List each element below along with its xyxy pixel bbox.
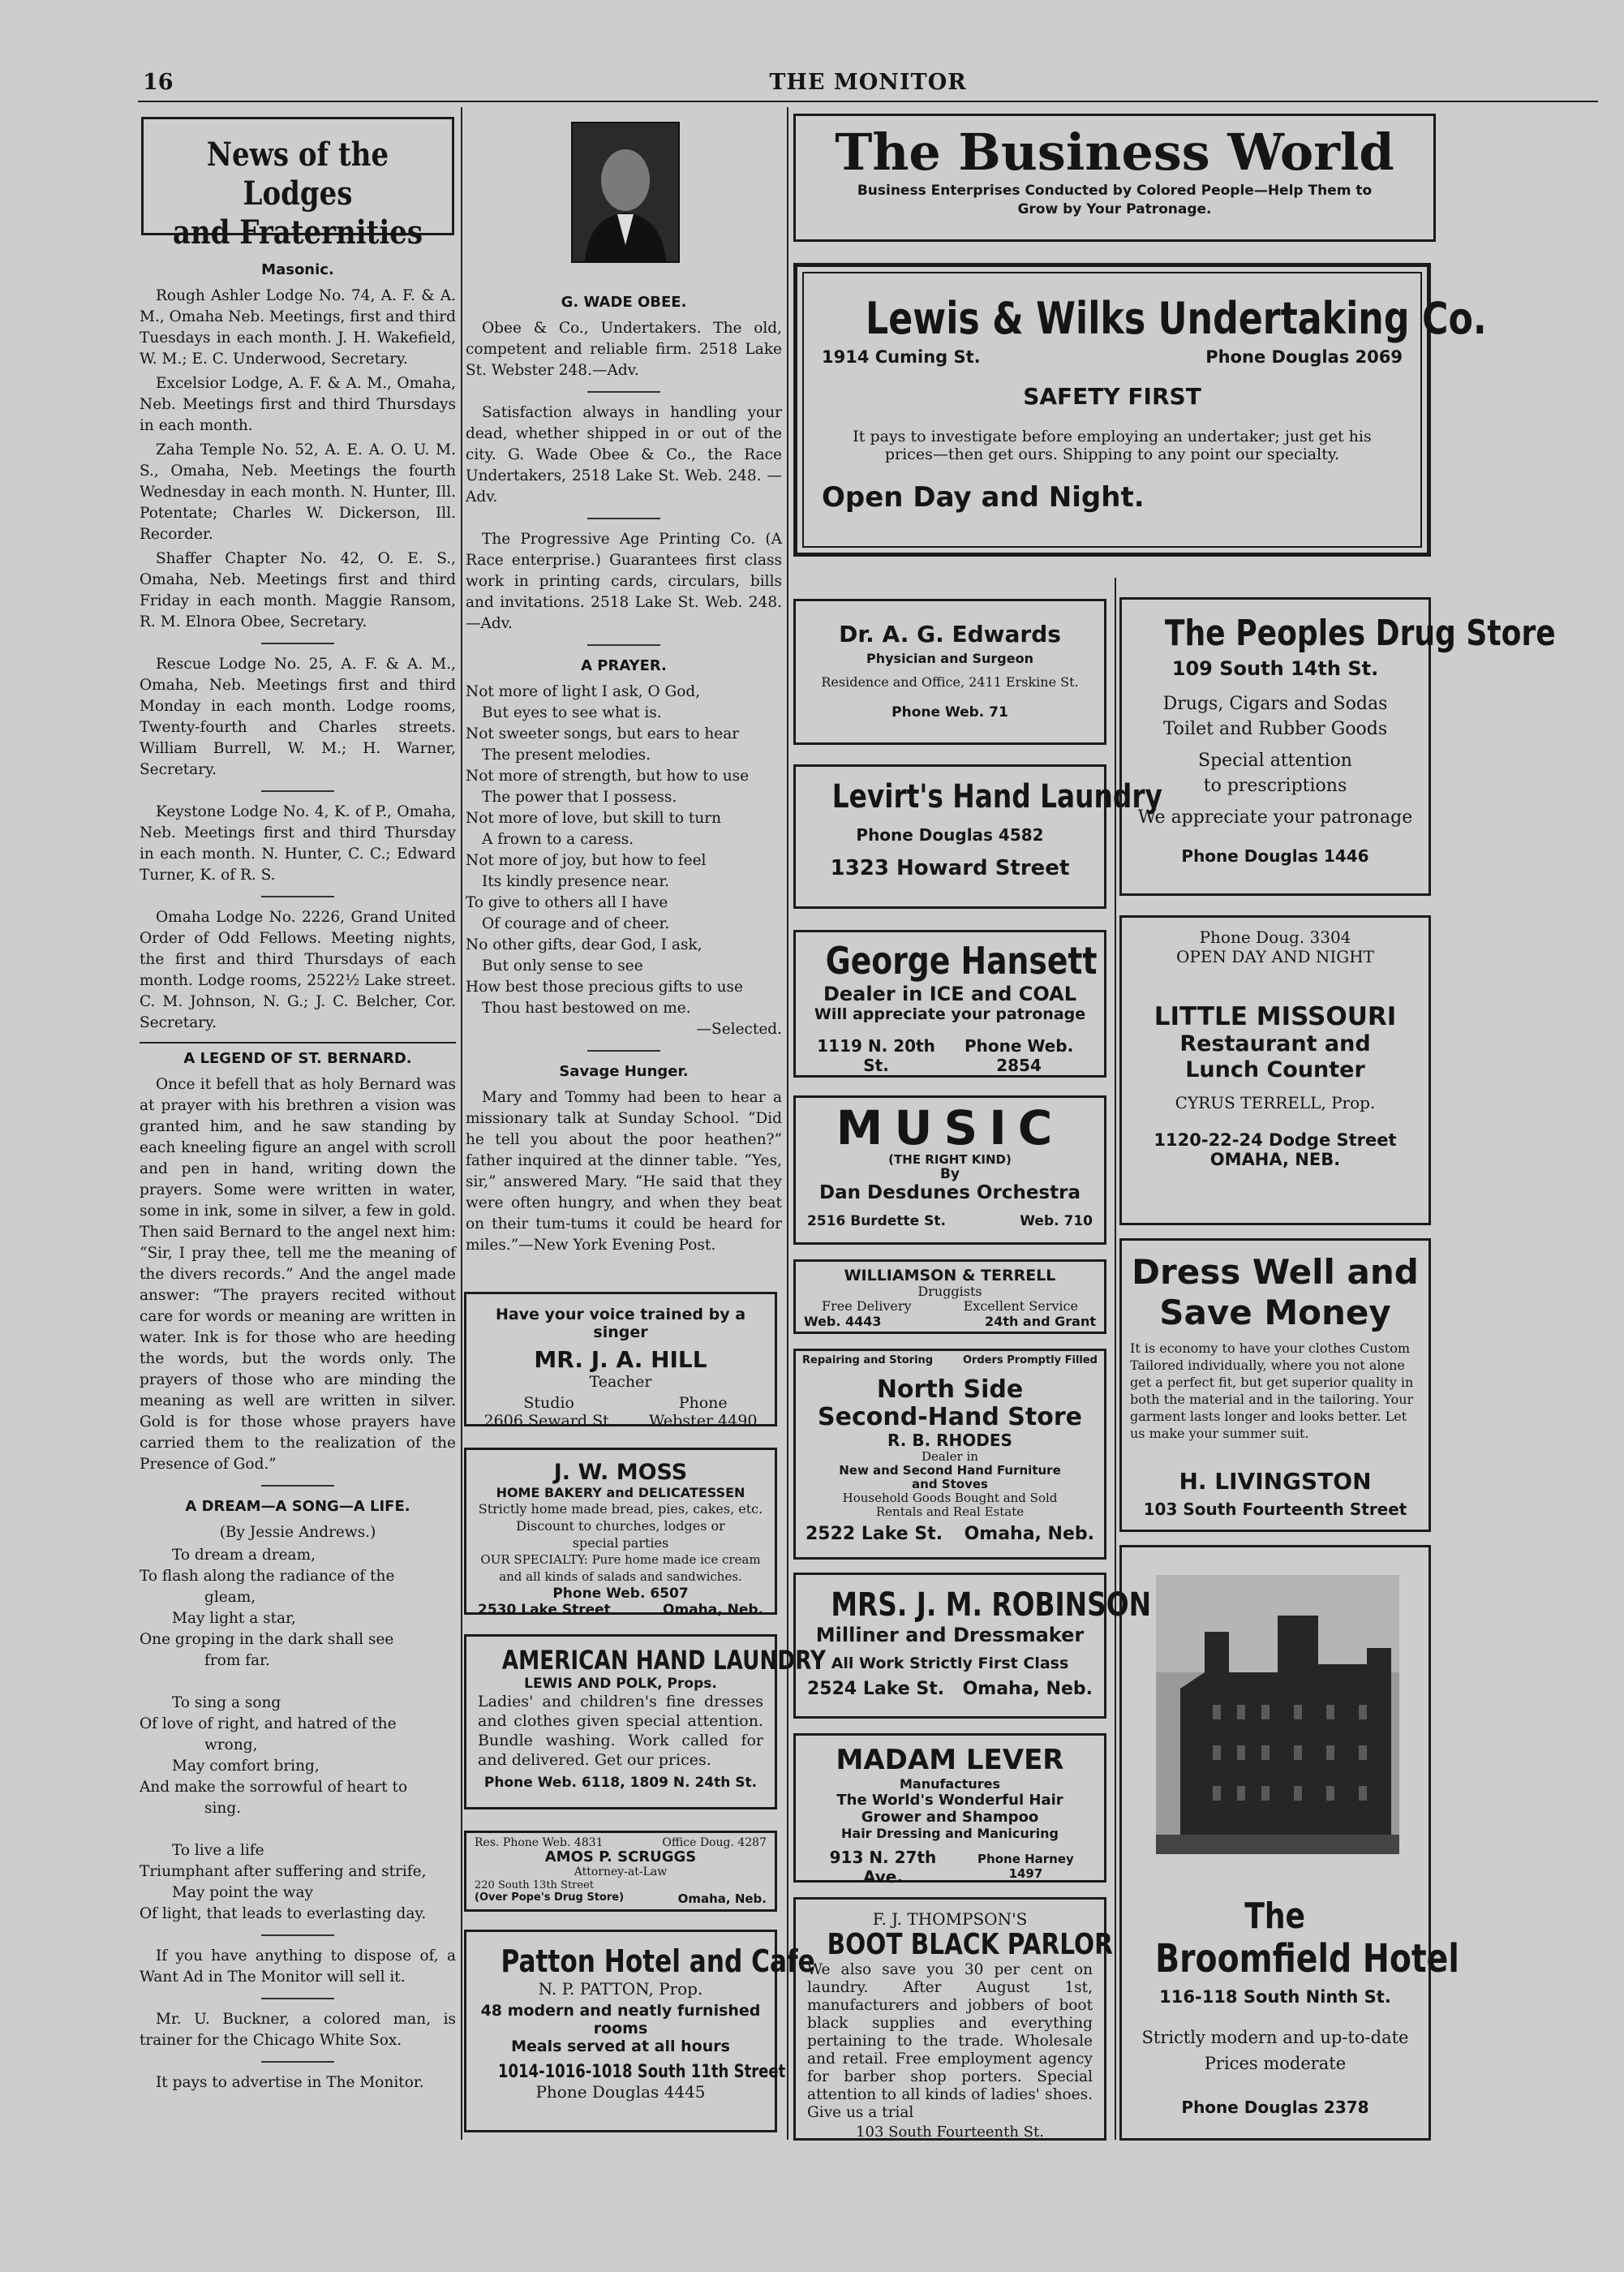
rhodes-line-1: New and Second Hand Furniture [839,1463,1061,1478]
robinson-work: All Work Strictly First Class [831,1655,1069,1672]
poem-line: Not more of light I ask, O God, [466,683,701,700]
patton-phone: Phone Douglas 4445 [535,2082,706,2102]
rhodes-address: 2522 Lake St. [806,1524,943,1544]
rhodes-name-2: Second-Hand Store [818,1403,1082,1431]
thompson-address: 103 South Fourteenth St. [856,2124,1044,2141]
portrait-image [573,123,678,261]
missouri-line-2: Lunch Counter [1185,1057,1365,1082]
music-ad [793,1095,1106,1245]
obee-name: G. WADE OBEE. [561,294,687,311]
divider [261,1998,334,1999]
poem-line: wrong, [204,1736,258,1753]
broomfield-line-1: Strictly modern and up-to-date [1141,2028,1409,2047]
poem-line: But eyes to see what is. [482,704,662,721]
edwards-phone: Phone Web. 71 [891,704,1008,721]
savage-text: Mary and Tommy had been to hear a missionary talk at Sunday School. “Did he tell you about the poor heathen?” father inquired at the dinner table. “Yes, sir,” answered Mary. “He said that they were often hungry, and when they beat on their tum-tums it could be heard for miles.”—New York Evening Post. [466,1089,782,1254]
obee-ad-2: Satisfaction always in handling your dead, whether shipped in or out of the city. G. Wade Obee & Co., the Race Undertakers, 2518 Lake St. Web. 248. —Adv. [466,404,782,506]
poem-line: May point the way [172,1884,313,1901]
poem-line [140,1819,456,1840]
patton-prop: N. P. PATTON, Prop. [538,1979,703,1999]
poem-line: Not sweeter songs, but ears to hear [466,725,740,742]
moss-line-1: Strictly home made bread, pies, cakes, etc. [478,1501,763,1517]
poem-line: But only sense to see [482,957,643,975]
moss-name: J. W. MOSS [553,1460,688,1485]
rhodes-top-right: Orders Promptly Filled [962,1354,1098,1366]
rhodes-name-1: North Side [876,1375,1024,1404]
scruggs-address: 220 South 13th Street [475,1879,595,1891]
moss-phone: Phone Web. 6507 [552,1586,689,1602]
broomfield-name: Broomfield Hotel [1155,1936,1459,1982]
williamson-service: Excellent Service [963,1298,1078,1314]
business-world-subtitle-1: Business Enterprises Conducted by Colored People—Help Them to [857,183,1373,199]
poem-line: Triumphant after suffering and strife, [140,1863,427,1880]
rhodes-dealer: Dealer in [922,1449,978,1464]
music-title: MUSIC [836,1100,1064,1155]
robinson-role: Milliner and Dressmaker [815,1624,1085,1646]
poem-line: gleam, [204,1589,256,1606]
music-phone: Web. 710 [1020,1213,1093,1229]
rhodes-top-left: Repairing and Storing [802,1354,934,1366]
patton-line-2: rooms [593,2020,648,2037]
lewis-wilks-text-1: It pays to investigate before employing an undertaker; just get his [853,428,1372,445]
levirt-name: Levirt's Hand Laundry [831,778,1162,815]
lodge-notice: Zaha Temple No. 52, A. E. A. O. U. M. S., Omaha, Neb. Meetings the fourth Wednesday in each month. N. Hunter, Ill. Potentate; Charles W. Dickerson, Ill. Recorder. [140,441,456,543]
hansett-phone: Phone Web. 2854 [964,1036,1074,1075]
poem-line: Not more of love, but skill to turn [466,810,722,827]
column-1 [140,252,456,2102]
divider [261,1485,334,1487]
missouri-prop: CYRUS TERRELL, Prop. [1175,1093,1376,1112]
lodges-title-box [141,117,454,252]
moss-city: Omaha, Neb. [663,1602,763,1618]
divider [261,643,334,644]
scruggs-note: (Over Pope's Drug Store) [475,1891,625,1904]
dream-poem [140,1545,456,1925]
music-by: By [939,1166,960,1182]
livingston-text: It is economy to have your clothes Custom Tailored individually, where you not alone get a perfect fit, but get superior quality in both the material and in the tailoring. Your garment lasts longer and looks better. Let us make your summer suit. [1130,1340,1414,1441]
want-ad-notice: If you have anything to dispose of, a Want Ad in The Monitor will sell it. [140,1947,456,1986]
livingston-name: H. LIVINGSTON [1179,1468,1372,1495]
broomfield-ad [1119,1545,1459,2141]
poem-line [140,1672,456,1693]
column-rule-2 [787,107,788,2140]
prayer-credit: —Selected. [696,1021,782,1038]
poem-line: May light a star, [172,1610,296,1627]
williamson-terrell-ad [793,1259,1106,1334]
peoples-drug-ad [1119,597,1556,896]
rhodes-line-3: Household Goods Bought and Sold [842,1491,1058,1505]
music-address: 2516 Burdette St. [807,1213,946,1229]
scruggs-role: Attorney-at-Law [574,1865,668,1878]
lodge-notice: Rescue Lodge No. 25, A. F. & A. M., Omaha, Neb. Meetings first and third Monday in each month. Lodge rooms, Twenty-fourth and Charles streets. William Burrell, W. M.; H. Warner, Secretary. [140,656,456,778]
lewis-wilks-open: Open Day and Night. [822,481,1145,514]
masonic-heading: Masonic. [261,261,334,278]
poem-line: To give to others all I have [466,894,668,911]
moss-line-5: and all kinds of salads and sandwiches. [499,1569,742,1584]
broomfield-the: The [1244,1895,1306,1937]
drug-line-1: Drugs, Cigars and Sodas [1162,694,1388,714]
music-kind: (THE RIGHT KIND) [888,1152,1012,1167]
drug-line-5: We appreciate your patronage [1137,807,1413,828]
broomfield-address: 116-118 South Ninth St. [1159,1987,1391,2007]
page-number: 16 [143,70,174,95]
lever-line-2: The World's Wonderful Hair [836,1792,1063,1809]
poem-line: Thou hast bestowed on me. [482,1000,691,1017]
lever-line-3: Grower and Shampoo [861,1809,1039,1826]
moss-address: 2530 Lake Street [478,1602,611,1618]
edwards-residence: Residence and Office, 2411 Erskine St. [821,674,1079,690]
missouri-address: 1120-22-24 Dodge Street [1154,1130,1397,1150]
poem-line: The present melodies. [482,747,651,764]
laundry-props: LEWIS AND POLK, Props. [524,1676,717,1692]
poem-line: How best those precious gifts to use [466,979,743,996]
hill-role: Teacher [589,1373,652,1391]
missouri-name: LITTLE MISSOURI [1154,1002,1397,1031]
column-rule-1 [461,107,462,2140]
missouri-line-1: Restaurant and [1179,1031,1371,1056]
hill-phone-number: Webster 4490 [648,1412,758,1430]
lodge-notice: Keystone Lodge No. 4, K. of P., Omaha, Neb. Meetings first and third Thursday in each month. N. Hunter, C. C.; Edward Turner, K. of R. S. [140,803,456,884]
scruggs-name: AMOS P. SCRUGGS [544,1848,697,1865]
poem-line: To flash along the radiance of the [140,1568,395,1585]
hansett-name: George Hansett [825,939,1098,983]
lever-phone: Phone Harney 1497 [977,1852,1074,1881]
advertise-notice: It pays to advertise in The Monitor. [156,2074,424,2091]
business-world-subtitle-2: Grow by Your Patronage. [1017,201,1212,217]
obee-ad-1: Obee & Co., Undertakers. The old, competent and reliable firm. 2518 Lake St. Webster 248.—Adv. [466,320,782,379]
poem-line: To live a life [172,1842,264,1859]
divider [587,1050,660,1052]
edwards-name: Dr. A. G. Edwards [839,621,1061,648]
rhodes-ad [793,1349,1106,1560]
lever-line-4: Hair Dressing and Manicuring [841,1826,1059,1841]
edwards-ad [793,599,1106,745]
williamson-free-delivery: Free Delivery [822,1298,912,1314]
scruggs-res-phone: Res. Phone Web. 4831 [475,1836,604,1849]
rhodes-city: Omaha, Neb. [964,1524,1094,1544]
poem-line: Of love of right, and hatred of the [140,1715,397,1732]
scruggs-city: Omaha, Neb. [677,1891,767,1906]
moss-line-2: Discount to churches, lodges or [516,1518,725,1534]
livingston-headline-1: Dress Well and [1132,1252,1419,1292]
livingston-ad [1119,1238,1431,1532]
hill-phone-label: Phone [678,1394,728,1412]
levirt-laundry-ad [793,764,1162,909]
poem-line: Not more of strength, but how to use [466,768,750,785]
legend-text: Once it befell that as holy Bernard was at prayer with his brethren a vision was granted him, and he saw standing by each kneeling figure an angel with scroll and pen in hand, writing down the prayers. Some were written in water, some in ink, some in silver, a few in gold. Then said Bernard to the angel next him: “Sir, I pray thee, tell me the meaning of the divers records.” And the angel made answer: “The prayers recited without care for words or meaning are written in water. Ink is for those who are heeding the words, but the words only. The prayers of those who are minding the meaning as well are written in silver. Gold is for those whose prayers have carried them to the realization of the Presence of God.” [140,1076,456,1473]
business-world-title: The Business World [835,123,1394,182]
poem-line: No other gifts, dear God, I ask, [466,936,702,953]
newspaper-title: THE MONITOR [769,70,967,95]
lodge-notice: Omaha Lodge No. 2226, Grand United Order of Odd Fellows. Meeting nights, the first and third Thursdays of each month. Lodge rooms, 2522½ Lake street. C. M. Johnson, N. G.; J. C. Belcher, Cor. Secretary. [140,909,456,1031]
lever-address: 913 N. 27th Ave. [829,1848,937,1887]
drug-address: 109 South 14th St. [1171,657,1379,680]
american-laundry-ad [464,1634,826,1809]
divider [261,790,334,792]
lewis-wilks-name: Lewis & Wilks Undertaking Co. [866,293,1487,344]
hill-tagline: Have your voice trained by a singer [495,1306,746,1341]
madam-lever-ad [793,1733,1106,1887]
moss-ad [464,1448,777,1618]
page-header [138,70,1598,97]
section-rule [140,1042,456,1043]
levirt-address: 1323 Howard Street [830,856,1070,880]
poem-line: Of courage and of cheer. [482,915,670,932]
divider [587,391,660,393]
divider [587,518,660,519]
hill-ad [464,1292,777,1430]
poem-line: And make the sorrowful of heart to [140,1779,408,1796]
drug-phone: Phone Douglas 1446 [1181,846,1369,866]
thompson-name: BOOT BLACK PARLOR [827,1928,1113,1961]
robinson-name: MRS. J. M. ROBINSON [831,1586,1152,1624]
rhodes-owner: R. B. RHODES [887,1431,1012,1450]
dream-byline: (By Jessie Andrews.) [219,1524,376,1541]
patton-line-3: Meals served at all hours [511,2037,730,2055]
robinson-city: Omaha, Neb. [962,1679,1093,1699]
little-missouri-ad [1119,915,1431,1225]
hill-studio-address: 2606 Seward St. [483,1412,614,1430]
poem-line: Of light, that leads to everlasting day. [140,1905,427,1922]
missouri-city: OMAHA, NEB. [1209,1150,1341,1169]
poem-line: One groping in the dark shall see [140,1631,394,1648]
lodges-title-line-2: and Fraternities [172,213,423,252]
thompson-ad [793,1897,1113,2141]
patton-address: 1014-1016-1018 South 11th Street [497,2062,786,2082]
safety-first: SAFETY FIRST [1023,383,1201,410]
legend-heading: A LEGEND OF ST. BERNARD. [183,1050,412,1067]
drug-name: The Peoples Drug Store [1164,613,1556,654]
livingston-address: 103 South Fourteenth Street [1143,1500,1407,1519]
lodge-notice: Excelsior Lodge, A. F. & A. M., Omaha, Neb. Meetings first and third Thursdays in each month. [140,375,456,434]
lever-name: MADAM LEVER [836,1744,1064,1776]
poem-line: The power that I possess. [482,789,677,806]
poem-line: To sing a song [172,1694,281,1711]
broomfield-hotel-photo [1156,1575,1399,1854]
williamson-name: WILLIAMSON & TERRELL [844,1267,1056,1284]
scruggs-office-phone: Office Doug. 4287 [662,1836,767,1849]
poem-line: May comfort bring, [172,1758,320,1775]
lewis-wilks-address: 1914 Cuming St. [822,347,981,367]
poem-line: Not more of joy, but how to feel [466,852,707,869]
missouri-open: OPEN DAY AND NIGHT [1175,947,1375,966]
divider [261,896,334,897]
lewis-wilks-text-2: prices—then get ours. Shipping to any point our specialty. [884,445,1340,463]
williamson-phone: Web. 4443 [804,1314,882,1329]
lewis-wilks-ad [793,263,1487,557]
hansett-ad [793,930,1106,1078]
patton-name: Patton Hotel and Cafe [501,1943,815,1979]
lewis-wilks-phone: Phone Douglas 2069 [1205,347,1403,367]
savage-heading: Savage Hunger. [559,1063,689,1080]
hotel-photo-image [1156,1575,1399,1854]
moss-subtitle: HOME BAKERY and DELICATESSEN [496,1485,745,1500]
hill-name: MR. J. A. HILL [534,1346,707,1373]
patton-ad [464,1930,815,2132]
edwards-role: Physician and Surgeon [866,651,1033,666]
moss-line-3: special parties [572,1535,669,1551]
divider [261,2061,334,2063]
buckner-notice: Mr. U. Buckner, a colored man, is trainer for the Chicago White Sox. [140,2011,456,2049]
hansett-address: 1119 N. 20th St. [817,1036,935,1075]
broomfield-phone: Phone Douglas 2378 [1181,2098,1369,2117]
divider [261,1934,334,1936]
divider [587,644,660,646]
drug-line-3: Special attention [1198,751,1352,771]
rhodes-line-2: and Stoves [912,1477,988,1491]
broomfield-line-2: Prices moderate [1204,2054,1347,2073]
hansett-dealer: Dealer in ICE and COAL [823,983,1077,1005]
business-world-banner [793,114,1436,242]
williamson-address: 24th and Grant [985,1314,1096,1329]
hansett-patronage: Will appreciate your patronage [814,1005,1086,1023]
printing-ad: The Progressive Age Printing Co. (A Race enterprise.) Guarantees first class work in printing cards, circulars, bills and invitations. 2518 Lake St. Web. 248.—Adv. [466,531,782,632]
lever-line-1: Manufactures [899,1776,1001,1792]
drug-line-2: Toilet and Rubber Goods [1162,719,1388,739]
prayer-heading: A PRAYER. [581,657,667,674]
lodge-notice: Shaffer Chapter No. 42, O. E. S., Omaha, Neb. Meetings first and third Friday in each month. Maggie Ransom, R. M. Elnora Obee, Secretary. [140,550,456,630]
poem-line: from far. [204,1652,270,1669]
laundry-name: AMERICAN HAND LAUNDRY [501,1645,826,1676]
patton-line-1: 48 modern and neatly furnished [480,2002,761,2020]
poem-line: To dream a dream, [172,1547,316,1564]
poem-line: sing. [204,1800,242,1817]
williamson-role: Druggists [917,1284,982,1299]
thompson-top: F. J. THOMPSON'S [872,1909,1028,1929]
poem-line: A frown to a caress. [482,831,634,848]
drug-line-4: to prescriptions [1203,776,1347,796]
laundry-phone: Phone Web. 6118, 1809 N. 24th St. [483,1775,758,1791]
music-orchestra: Dan Desdunes Orchestra [819,1182,1081,1203]
livingston-headline-2: Save Money [1159,1293,1391,1332]
prayer-poem [466,682,782,1019]
missouri-phone: Phone Doug. 3304 [1199,927,1351,947]
obee-portrait [571,122,680,263]
rhodes-line-4: Rentals and Real Estate [875,1504,1025,1519]
levirt-phone: Phone Douglas 4582 [856,825,1044,845]
thompson-text: We also save you 30 per cent on laundry. After August 1st, manufacturers and jobbers of boot black supplies and everything pertaining to the trade. Wholesale and retail. Free employment agency for barber shop porters. Special attention to all kinds of ladies' shoes. Give us a trial [807,1961,1093,2121]
header-rule [138,101,1598,102]
poem-line: Its kindly presence near. [482,873,670,890]
moss-specialty: OUR SPECIALTY: Pure home made ice cream [480,1552,761,1567]
hill-studio-label: Studio [523,1394,574,1412]
lodge-notice: Rough Ashler Lodge No. 74, A. F. & A. M., Omaha Neb. Meetings, first and third Tuesdays in each month. J. H. Wakefield, W. M.; E. C. Underwood, Secretary. [140,287,456,368]
lodges-title-line-1: News of the Lodges [206,136,389,213]
laundry-text: Ladies' and children's fine dresses and clothes given special attention. Bundle washing. Work called for and delivered. Get our prices. [478,1693,763,1769]
robinson-address: 2524 Lake St. [807,1679,945,1699]
column-2 [466,286,782,1264]
robinson-ad [793,1573,1152,1719]
dream-heading: A DREAM—A SONG—A LIFE. [185,1498,410,1515]
scruggs-ad [464,1831,777,1912]
